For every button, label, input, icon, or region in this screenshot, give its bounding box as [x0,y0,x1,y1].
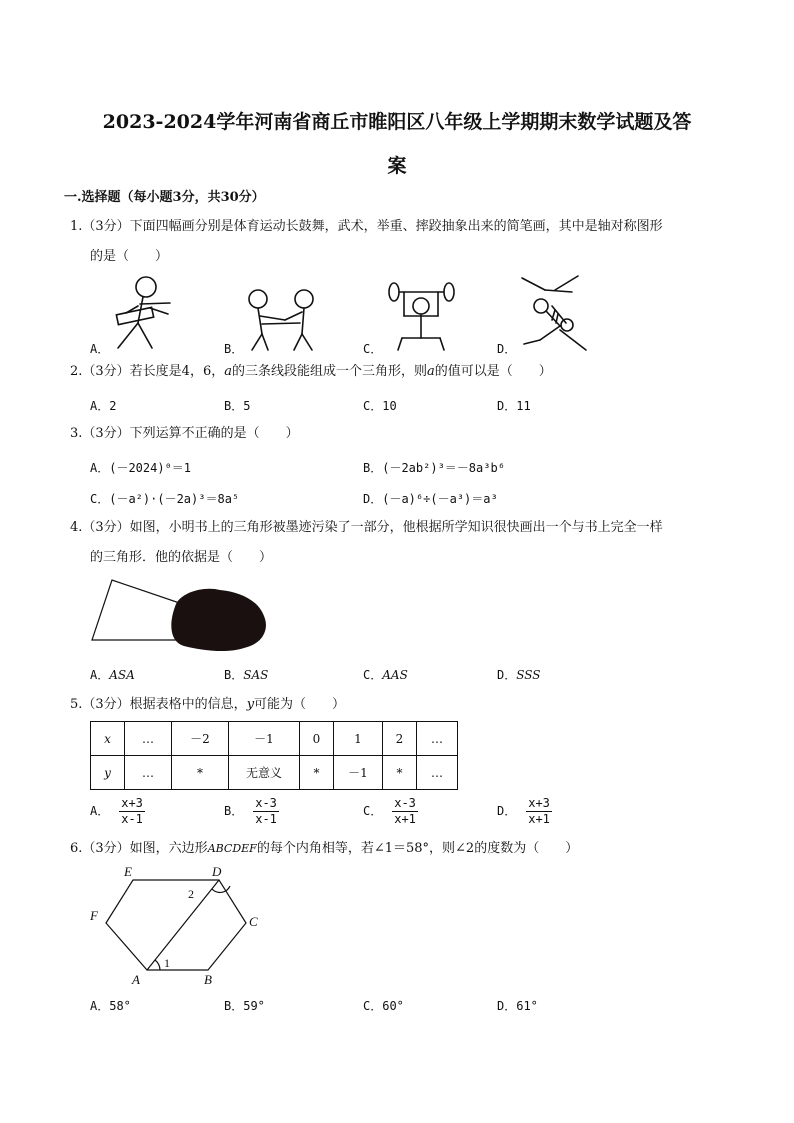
q4-option-d[interactable]: D．SSS [497,668,541,682]
q3-option-c[interactable]: C．(－a²)·(－2a)³＝8a⁵ [90,492,240,506]
q1-option-a[interactable]: A． [90,342,110,356]
question-1-line-1: 1.（3分）下面四幅画分别是体育运动长鼓舞，武术，举重、摔跤抽象出来的简笔画，其中是轴对称图形 [70,219,663,234]
q2-option-b[interactable]: B．5 [224,399,251,413]
q5-option-c[interactable]: C． $\frac{x-3}{x+1}$ [363,796,416,826]
q3-option-b[interactable]: B．(－2ab²)³＝－8a³b⁶ [363,461,505,475]
question-2-post: 的值可以是（ ） [434,364,552,379]
table-cell: x [91,722,125,756]
table-cell: 1 [334,722,383,756]
q1-option-d[interactable]: D． [497,342,517,356]
table-row-x [91,722,458,756]
question-4-figure [80,578,280,658]
label-d: D [212,864,222,879]
table-cell: 无意义 [229,756,300,790]
q6-option-b[interactable]: B．59° [224,999,265,1013]
question-2-mid: 的三条线段能组成一个三角形，则 [231,364,427,379]
q6-option-c[interactable]: C．60° [363,999,404,1013]
question-5-pre: 5.（3分）根据表格中的信息， [70,697,247,712]
question-6-pre: 6.（3分）如图，六边形 [70,841,208,856]
figure-wrestling-d [522,276,586,350]
q5-option-d[interactable]: D． $\frac{x+3}{x+1}$ [497,796,550,826]
table-cell: y [91,756,125,790]
angle-1-arc [155,960,160,970]
question-5-post: 可能为（ ） [254,697,346,712]
q5-option-b[interactable]: B． $\frac{x-3}{x-1}$ [224,796,277,826]
ink-blot [171,589,266,651]
table-cell: －2 [172,722,229,756]
question-4-line-2: 的三角形．他的依据是（ ） [90,550,273,565]
figure-wushu-b [249,290,313,350]
q4-option-b[interactable]: B．SAS [224,668,269,682]
question-3: 3.（3分）下列运算不正确的是（ ） [70,426,299,441]
table-cell: －1 [334,756,383,790]
question-6-post: 的每个内角相等，若∠1＝58°，则∠2的度数为（ ） [256,841,579,856]
q1-option-c[interactable]: C． [363,342,383,356]
label-b: B [204,972,212,987]
label-e: E [124,864,132,879]
table-cell: … [125,722,172,756]
question-2 [70,357,720,387]
q2-option-c[interactable]: C．10 [363,399,397,413]
label-a: A [132,972,140,987]
table-row-y [91,756,458,790]
section-heading: 一.选择题（每小题3分，共30分） [64,190,265,205]
hexagon-figure [80,862,280,987]
q2-option-a[interactable]: A．2 [90,399,117,413]
table-cell: －1 [229,722,300,756]
table-cell: … [417,756,458,790]
q4-option-c[interactable]: C．AAS [363,668,408,682]
q2-option-d[interactable]: D．11 [497,399,531,413]
q4-option-a[interactable]: A．ASA [90,668,135,682]
table-cell: 2 [383,722,417,756]
title-line-2: 案 [387,155,407,177]
q5-option-a[interactable]: A． $\frac{x+3}{x-1}$ [90,796,143,826]
label-angle-2: 2 [188,887,194,901]
hexagon-abcdef [106,880,246,970]
table-cell: … [125,756,172,790]
figure-weightlifting-c [389,283,454,350]
title-line-1: 2023-2024学年河南省商丘市睢阳区八年级上学期期末数学试题及答 [102,111,692,133]
diagonal-ad [147,880,219,970]
question-1 [70,212,720,272]
q3-option-a[interactable]: A．(－2024)⁰＝1 [90,461,192,475]
document-title [60,100,734,188]
q3-option-d[interactable]: D．(－a)⁶÷(－a³)＝a³ [363,492,498,506]
question-5-var: y [246,697,255,712]
question-1-line-2: 的是（ ） [90,249,169,264]
table-cell: * [383,756,417,790]
figure-drummer-a [116,277,170,348]
question-5 [70,690,720,720]
question-4 [70,513,720,573]
q6-option-a[interactable]: A．58° [90,999,131,1013]
table-cell: 0 [300,722,334,756]
question-2-var: a [224,364,232,379]
question-6-var: ABCDEF [207,842,257,855]
label-angle-1: 1 [164,956,170,970]
angle-2-arc [212,886,230,892]
q6-option-d[interactable]: D．61° [497,999,538,1013]
question-2-pre: 2.（3分）若长度是4，6， [70,364,225,379]
value-table [90,721,458,790]
question-2-var-2: a [427,364,435,379]
table-cell: * [300,756,334,790]
question-1-figures [0,268,794,358]
table-cell: * [172,756,229,790]
question-4-line-1: 4.（3分）如图，小明书上的三角形被墨迹污染了一部分，他根据所学知识很快画出一个与书上完全一样 [70,520,663,535]
question-6 [70,834,720,864]
label-f: F [90,908,98,923]
table-cell: … [417,722,458,756]
label-c: C [249,914,258,929]
q1-option-b[interactable]: B． [224,342,244,356]
